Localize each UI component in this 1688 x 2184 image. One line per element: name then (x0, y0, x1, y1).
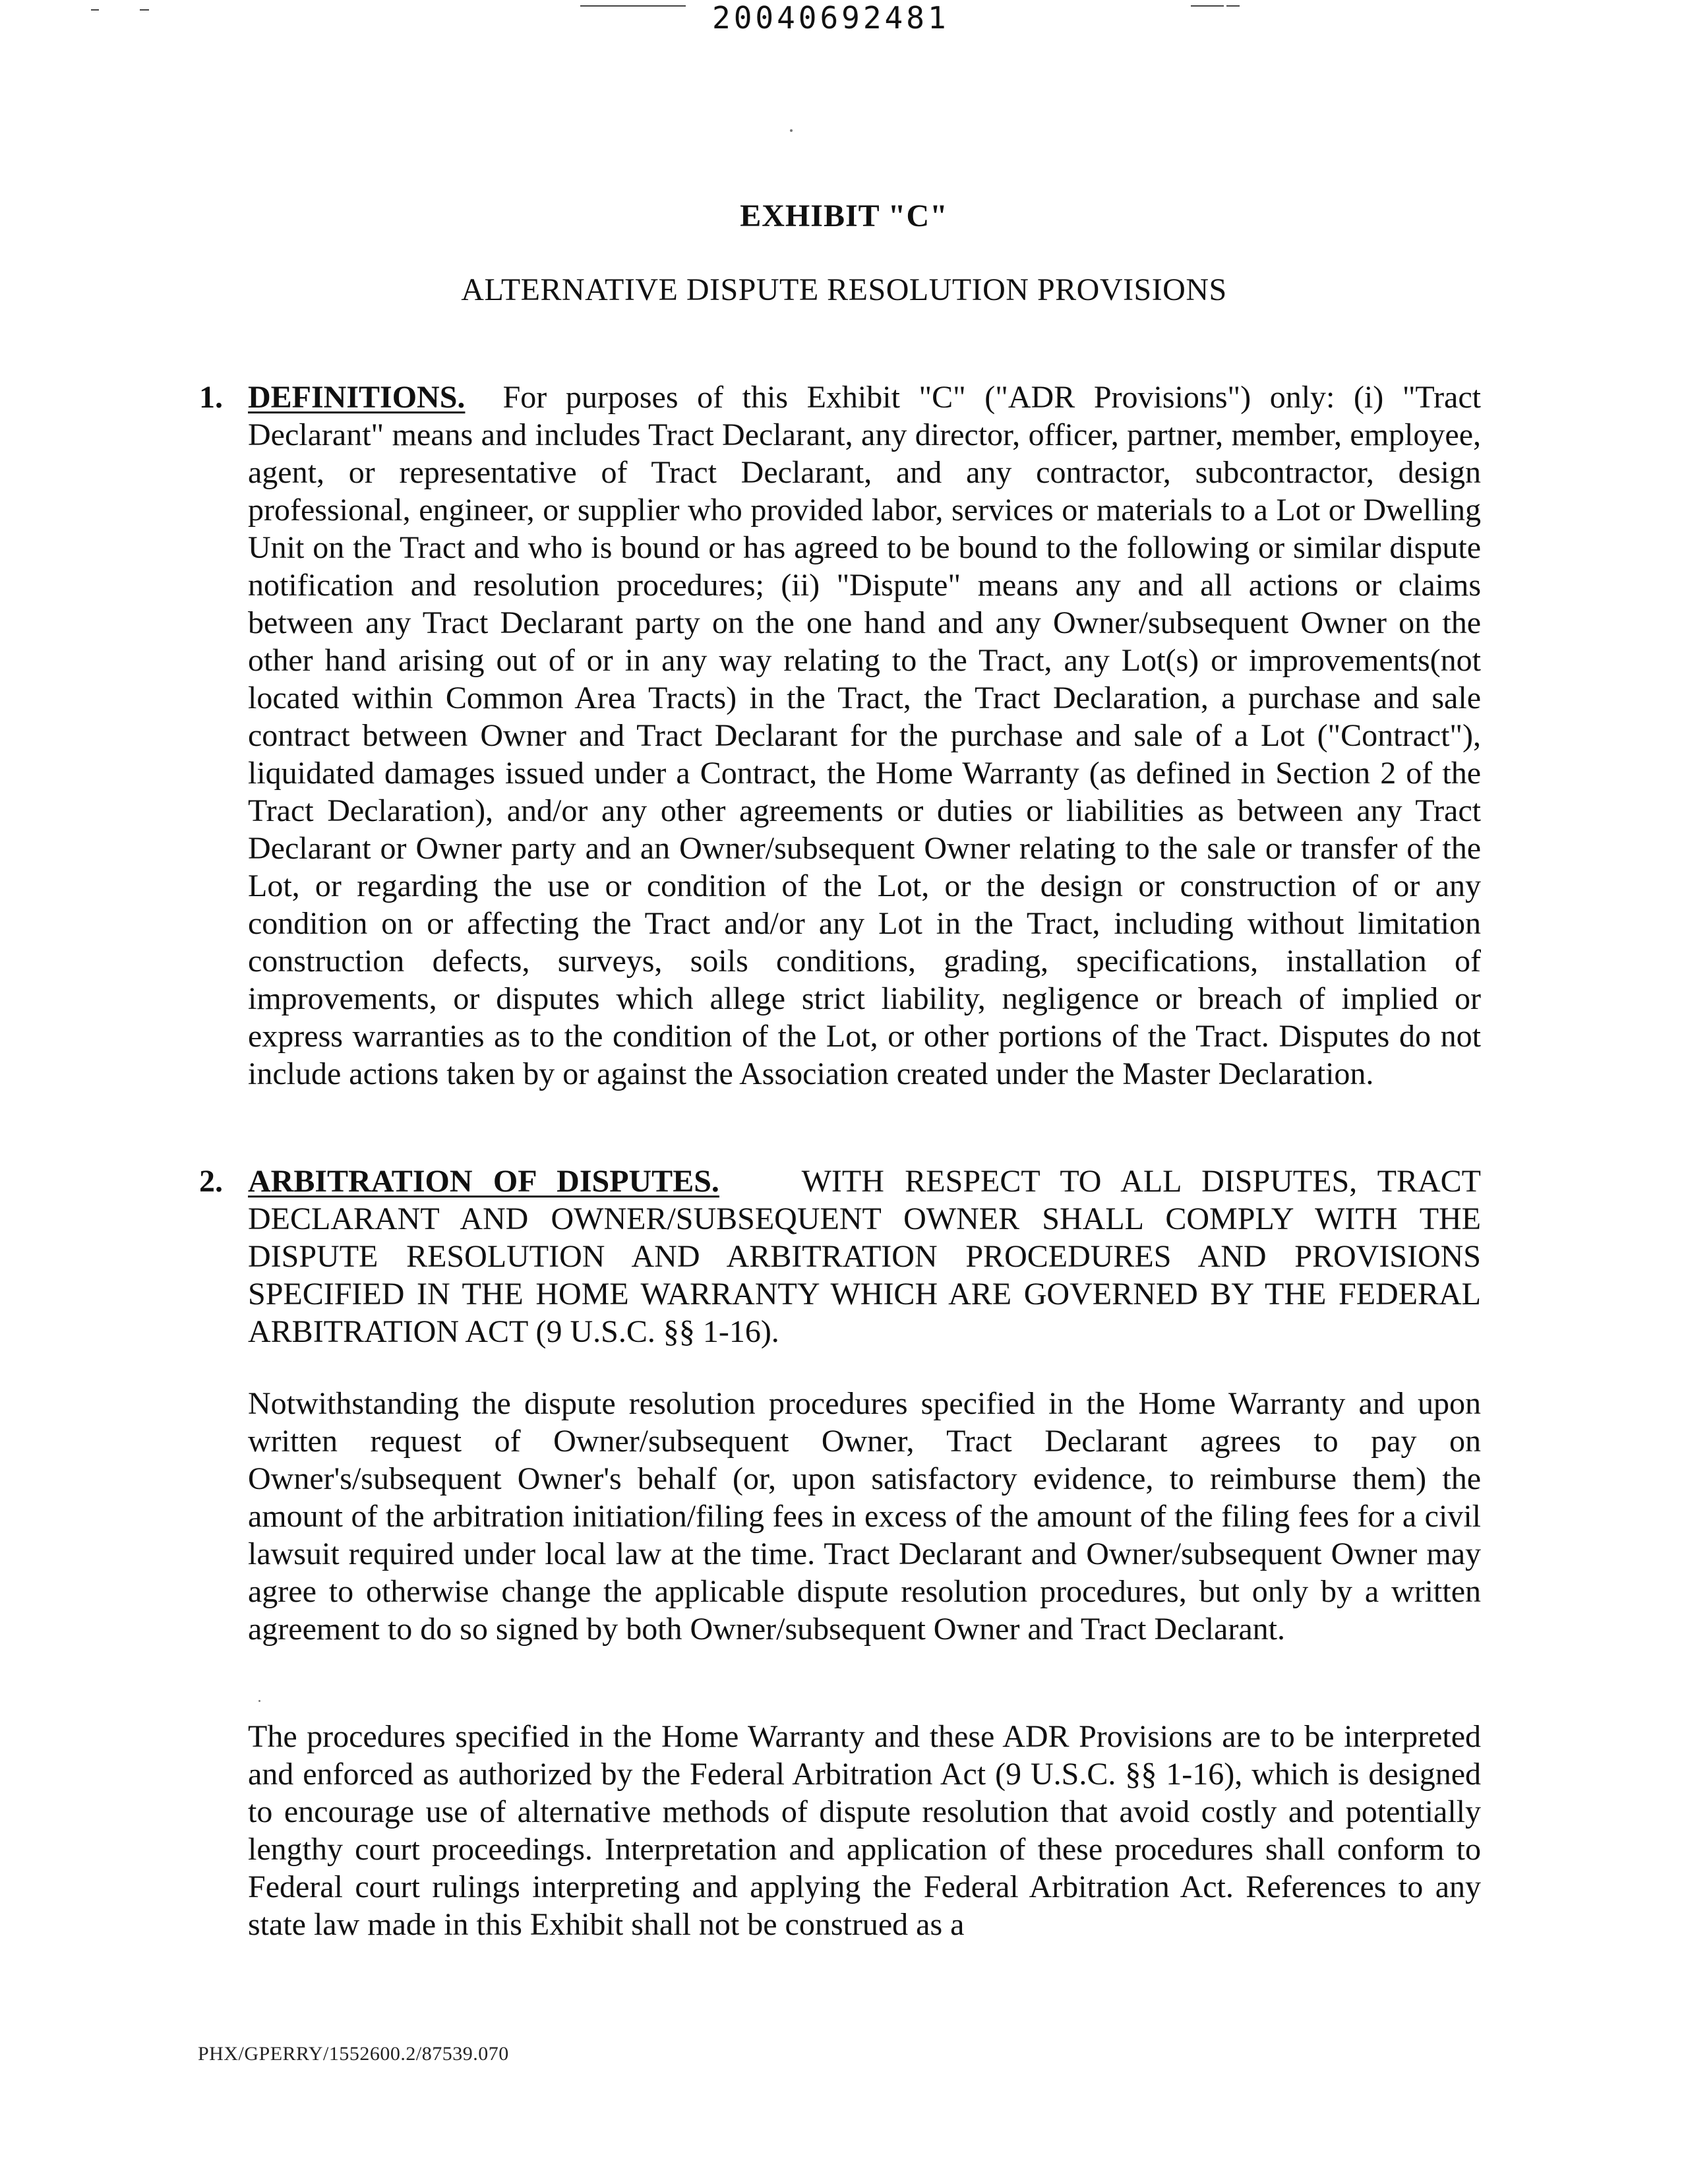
section-body: For purposes of this Exhibit "C" ("ADR Provisions") only: (i) "Tract Declarant" means and includes Tract Declarant, any director, officer, partner, member, employee, agent, or representative of Tract Declarant, and any contractor, subcontractor, design professional, engineer, or supplier who provided labor, services or materials to a Lot or Dwelling Unit on the Tract and who is bound or has agreed to be bound to the following or similar dispute notification and resolution procedures; (ii) "Dispute" means any and all actions or claims between any Tract Declarant party on the one hand and any Owner/subsequent Owner on the other hand arising out of or in any way relating to the Tract, any Lot(s) or improvements(not located within Common Area Tracts) in the Tract, the Tract Declaration, a purchase and sale contract between Owner and Tract Declarant for the purchase and sale of a Lot ("Contract"), liquidated damages issued under a Contract, the Home Warranty (as defined in Section 2 of the Tract Declaration), and/or any other agreements or duties or liabilities as between any Tract Declarant or Owner party and an Owner/subsequent Owner relating to the sale or transfer of the Lot, or regarding the use or condition of the Lot, or the design or construction of or any condition on or affecting the Tract and/or any Lot in the Tract, including without limitation construction defects, surveys, soils conditions, grading, specifications, installation of improvements, or disputes which allege strict liability, negligence or breach of implied or express warranties as to the condition of the Lot, or other portions of the Tract. Disputes do not include actions taken by or against the Association created under the Master Declaration. (248, 380, 1481, 1091)
scan-mark (140, 9, 149, 11)
section-number: 2. (199, 1164, 223, 1199)
scan-speck (790, 129, 793, 132)
footer-doc-id: PHX/GPERRY/1552600.2/87539.070 (198, 2043, 509, 2065)
scan-mark (1226, 5, 1240, 7)
section-arbitration (199, 1163, 1482, 1350)
section-definitions (199, 379, 1481, 1093)
scan-speck (258, 1700, 260, 1702)
paragraph-fees: Notwithstanding the dispute resolution procedures specified in the Home Warranty and upon written request of Owner/subsequent Owner, Tract Declarant agrees to pay on Owner's/subsequent Owner's behalf (or, upon satisfactory evidence, to reimburse them) the amount of the arbitration initiation/filing fees in excess of the amount of the filing fees for a civil lawsuit required under local law at the time. Tract Declarant and Owner/subsequent Owner may agree to otherwise change the applicable dispute resolution procedures, but only by a written agreement to do so signed by both Owner/subsequent Owner and Tract Declarant. (248, 1386, 1481, 1647)
scan-mark (1191, 5, 1224, 7)
scan-mark (580, 5, 686, 7)
document-number: 20040692481 (712, 0, 950, 36)
section-number: 1. (199, 380, 223, 415)
paragraph-federal-act: The procedures specified in the Home Warranty and these ADR Provisions are to be interpreted and enforced as authorized by the Federal Arbitration Act (9 U.S.C. §§ 1-16), which is designed to encourage use of alternative methods of dispute resolution that avoid costly and potentially lengthy court proceedings. Interpretation and application of these procedures shall conform to Federal court rulings interpreting and applying the Federal Arbitration Act. References to any state law made in this Exhibit shall not be construed as a (248, 1719, 1481, 1942)
exhibit-subtitle: ALTERNATIVE DISPUTE RESOLUTION PROVISIONS (461, 272, 1227, 307)
exhibit-title: EXHIBIT "C" (740, 198, 948, 233)
section-heading: ARBITRATION OF DISPUTES. (248, 1164, 719, 1199)
section-body: WITH RESPECT TO ALL DISPUTES, TRACT DECLARANT AND OWNER/SUBSEQUENT OWNER SHALL COMPLY WITH THE DISPUTE RESOLUTION AND ARBITRATION PROCEDURES AND PROVISIONS SPECIFIED IN THE HOME WARRANTY WHICH ARE GOVERNED BY THE FEDERAL ARBITRATION ACT (9 U.S.C. §§ 1-16). (248, 1164, 1482, 1349)
section-heading: DEFINITIONS. (248, 380, 466, 415)
scan-mark (91, 9, 99, 11)
